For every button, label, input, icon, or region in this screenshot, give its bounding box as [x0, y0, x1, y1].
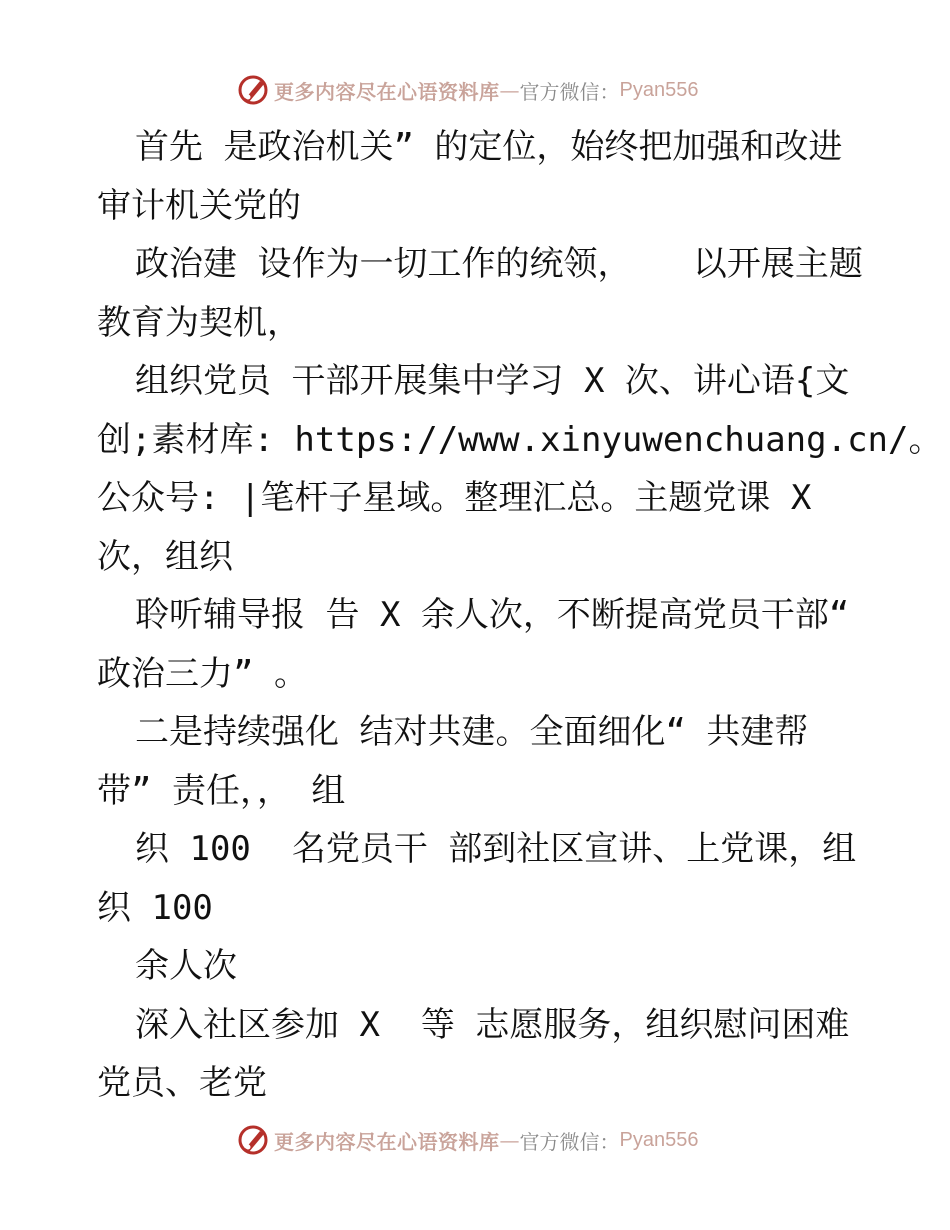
footer-banner-wechat-id: Pyan556: [619, 1128, 699, 1151]
header-banner: [236, 73, 698, 107]
text-line: 创;素材库: https://www.xinyuwenchuang.cn/。: [97, 419, 943, 460]
text-line: 组织党员 干部开展集中学习 X 次、讲心语{文: [135, 361, 850, 401]
text-line: 织 100: [97, 887, 213, 928]
text-line: 教育为契机，: [97, 302, 301, 343]
footer-banner-title: 更多内容尽在心语资料库: [274, 1129, 500, 1154]
text-line: 公众号: |笔杆子星域。整理汇总。主题党课 X: [97, 478, 812, 518]
footer-banner: [236, 1123, 698, 1157]
header-banner-wechat-id: Pyan556: [619, 78, 699, 101]
text-line: 带” 责任，， 组: [97, 770, 346, 811]
text-line: 二是持续强化 结对共建。全面细化“ 共建帮: [135, 712, 809, 752]
text-line: 余人次: [135, 946, 237, 986]
text-line: 次，组织: [97, 536, 233, 577]
footer-banner-dash: —: [499, 1128, 520, 1152]
text-line: 首先 是政治机关” 的定位，始终把加强和改进: [135, 127, 843, 167]
text-line: 政治三力” 。: [97, 653, 308, 694]
pen-logo-icon: [236, 1123, 270, 1157]
text-line: 审计机关党的: [97, 185, 301, 226]
text-line: 聆听辅导报 告 X 余人次，不断提高党员干部“: [135, 595, 850, 635]
text-line: 党员、老党: [97, 1063, 267, 1103]
pen-logo-icon: [236, 73, 270, 107]
document-body: [97, 118, 943, 1113]
text-line: 织 100 名党员干 部到社区宣讲、上党课，组: [135, 829, 857, 869]
header-banner-title: 更多内容尽在心语资料库: [274, 79, 500, 104]
text-line: 深入社区参加 X 等 志愿服务，组织慰问困难: [135, 1004, 850, 1045]
header-banner-official-label: 官方微信：: [519, 79, 620, 104]
header-banner-dash: —: [499, 78, 520, 102]
footer-banner-official-label: 官方微信：: [519, 1129, 620, 1154]
text-line: 政治建 设作为一切工作的统领， 以开展主题: [135, 244, 863, 284]
